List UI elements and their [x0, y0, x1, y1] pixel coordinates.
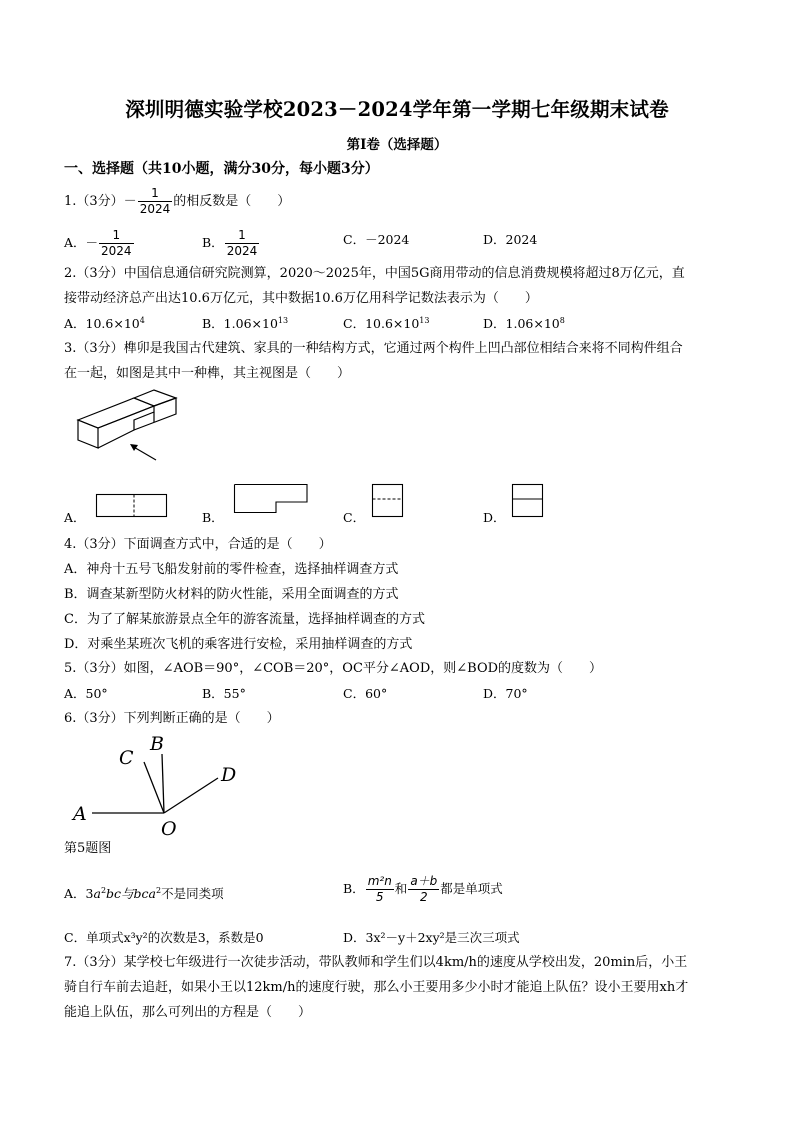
q6-optB-and: 和 — [394, 881, 408, 896]
question-3-line2: 在一起，如图是其中一种榫，其主视图是（ ） — [64, 366, 351, 381]
q1-optA-label: A．－ — [64, 235, 99, 250]
q2-optB-exp: 13 — [277, 316, 289, 325]
q2-option-d — [483, 316, 565, 332]
volume-subtitle: 第Ⅰ卷（选择题） — [346, 137, 448, 153]
q1-suffix: 的相反数是（ ） — [173, 194, 291, 209]
q6-optB-num2: a＋b — [410, 874, 438, 888]
question-6-stem: 6.（3分）下列判断正确的是（ ） — [64, 711, 280, 726]
q6-optB-den2: 2 — [419, 890, 428, 904]
question-2-line1: 2.（3分）中国信息通信研究院测算，2020～2025年，中国5G商用带动的信息消费规模将超过8万亿元，直 — [64, 266, 685, 281]
q3-option-b: B． — [202, 510, 224, 525]
q1-optA-num: 1 — [99, 228, 134, 244]
q6-optA-term2: bca — [133, 886, 157, 901]
q5-option-d: D．70° — [483, 686, 528, 701]
q2-option-a — [64, 316, 145, 332]
page-title: 深圳明德实验学校2023－2024学年第一学期七年级期末试卷 — [125, 98, 669, 121]
q2-optC-base: C．10.6×10 — [343, 316, 420, 331]
q4-option-c: C．为了了解某旅游景点全年的游客流量，选择抽样调查的方式 — [64, 612, 425, 627]
question-7-line3: 能追上队伍，那么可列出的方程是（ ） — [64, 1005, 312, 1020]
q4-option-d: D．对乘坐某班次飞机的乘客进行安检，采用抽样调查的方式 — [64, 637, 413, 652]
q6-option-c: C．单项式x³y²的次数是3，系数是0 — [64, 930, 264, 945]
q6-optB-den1: 5 — [375, 890, 384, 904]
question-4-stem: 4.（3分）下面调查方式中，合适的是（ ） — [64, 537, 332, 552]
q6-optA-pre: A．3 — [64, 886, 94, 901]
q3-option-b-view — [234, 484, 308, 514]
q1-option-a — [64, 228, 135, 259]
q2-option-b — [202, 316, 288, 332]
q6-optB-frac2 — [408, 874, 439, 905]
q2-optA-base: A．10.6×10 — [64, 316, 140, 331]
q6-optB-frac1 — [366, 874, 394, 905]
q1-optA-den: 2024 — [101, 244, 132, 258]
q6-optB-num1: m²n — [367, 874, 392, 888]
q6-option-a: A．$3a^2bc$与bca$^2$不是同类项 — [64, 886, 224, 901]
q3-option-d: D． — [483, 510, 506, 525]
question-2-line2: 接带动经济总产出达10.6万亿元，其中数据10.6万亿用科学记数法表示为（ ） — [64, 291, 538, 306]
q2-optD-exp: 8 — [559, 316, 565, 325]
q1-optB-fraction — [225, 228, 260, 259]
q2-option-c — [343, 316, 429, 332]
q6-option-b — [343, 874, 503, 905]
q3-option-d-view — [512, 484, 544, 518]
point-label-c: C — [119, 747, 134, 769]
question-7-line1: 7.（3分）某学校七年级进行一次徒步活动，带队教师和学生们以4km/h的速度从学校出发，20min后，小王 — [64, 955, 688, 970]
q2-optA-exp: 4 — [139, 316, 145, 325]
q1-prefix: 1.（3分）－ — [64, 194, 137, 209]
q1-option-d: D．2024 — [483, 232, 538, 247]
q1-optB-den: 2024 — [226, 244, 258, 258]
q4-option-a: A．神舟十五号飞船发射前的零件检查，选择抽样调查方式 — [64, 562, 399, 577]
q3-option-a: A． — [64, 510, 86, 525]
q4-option-b: B．调查某新型防火材料的防火性能，采用全面调查的方式 — [64, 587, 399, 602]
question-1-stem — [64, 186, 290, 217]
q6-optA-var: a — [93, 886, 101, 901]
q3-option-a-view — [96, 494, 168, 518]
figure-caption: 第5题图 — [64, 841, 112, 856]
q1-option-c: C．－2024 — [343, 232, 410, 247]
point-label-d: D — [221, 764, 237, 786]
q6-option-d: D．3x²－y＋2xy²是三次三项式 — [343, 930, 520, 945]
question-5-stem: 5.（3分）如图，∠AOB＝90°，∠COB＝20°，OC平分∠AOD，则∠BOD的度数为（ ） — [64, 661, 603, 676]
q6-optB-post: 都是单项式 — [440, 881, 503, 896]
q6-optA-post: 不是同类项 — [161, 886, 224, 901]
q1-optB-num: 1 — [225, 228, 260, 244]
q3-option-c-view — [372, 484, 404, 518]
point-label-a: A — [73, 803, 87, 825]
q2-optD-base: D．1.06×10 — [483, 316, 560, 331]
point-label-b: B — [150, 733, 164, 755]
point-label-o: O — [161, 818, 177, 840]
q1-frac-den: 2024 — [139, 202, 171, 216]
q1-option-b — [202, 228, 260, 259]
tenon-isometric-figure — [74, 390, 184, 465]
q1-optA-fraction — [99, 228, 134, 259]
q1-fraction — [138, 186, 173, 217]
q1-optB-label: B． — [202, 235, 224, 250]
q5-option-c: C．60° — [343, 686, 388, 701]
q6-optA-mid: bc与 — [106, 886, 134, 901]
q5-option-a: A．50° — [64, 686, 108, 701]
question-7-line2: 骑自行车前去追赶，如果小王以12km/h的速度行驶，那么小王要用多少小时才能追上队伍？设小王要用xh才 — [64, 980, 689, 995]
question-3-line1: 3.（3分）榫卯是我国古代建筑、家具的一种结构方式，它通过两个构件上凹凸部位相结合来将不同构件组合 — [64, 341, 683, 356]
q1-frac-num: 1 — [138, 186, 173, 202]
angle-figure — [70, 732, 260, 840]
q2-optB-base: B．1.06×10 — [202, 316, 278, 331]
section-heading: 一、选择题（共10小题，满分30分，每小题3分） — [64, 161, 379, 177]
q2-optC-exp: 13 — [419, 316, 430, 325]
q6-optB-pre: B． — [343, 881, 365, 896]
q3-option-c: C． — [343, 510, 366, 525]
q5-option-b: B．55° — [202, 686, 246, 701]
